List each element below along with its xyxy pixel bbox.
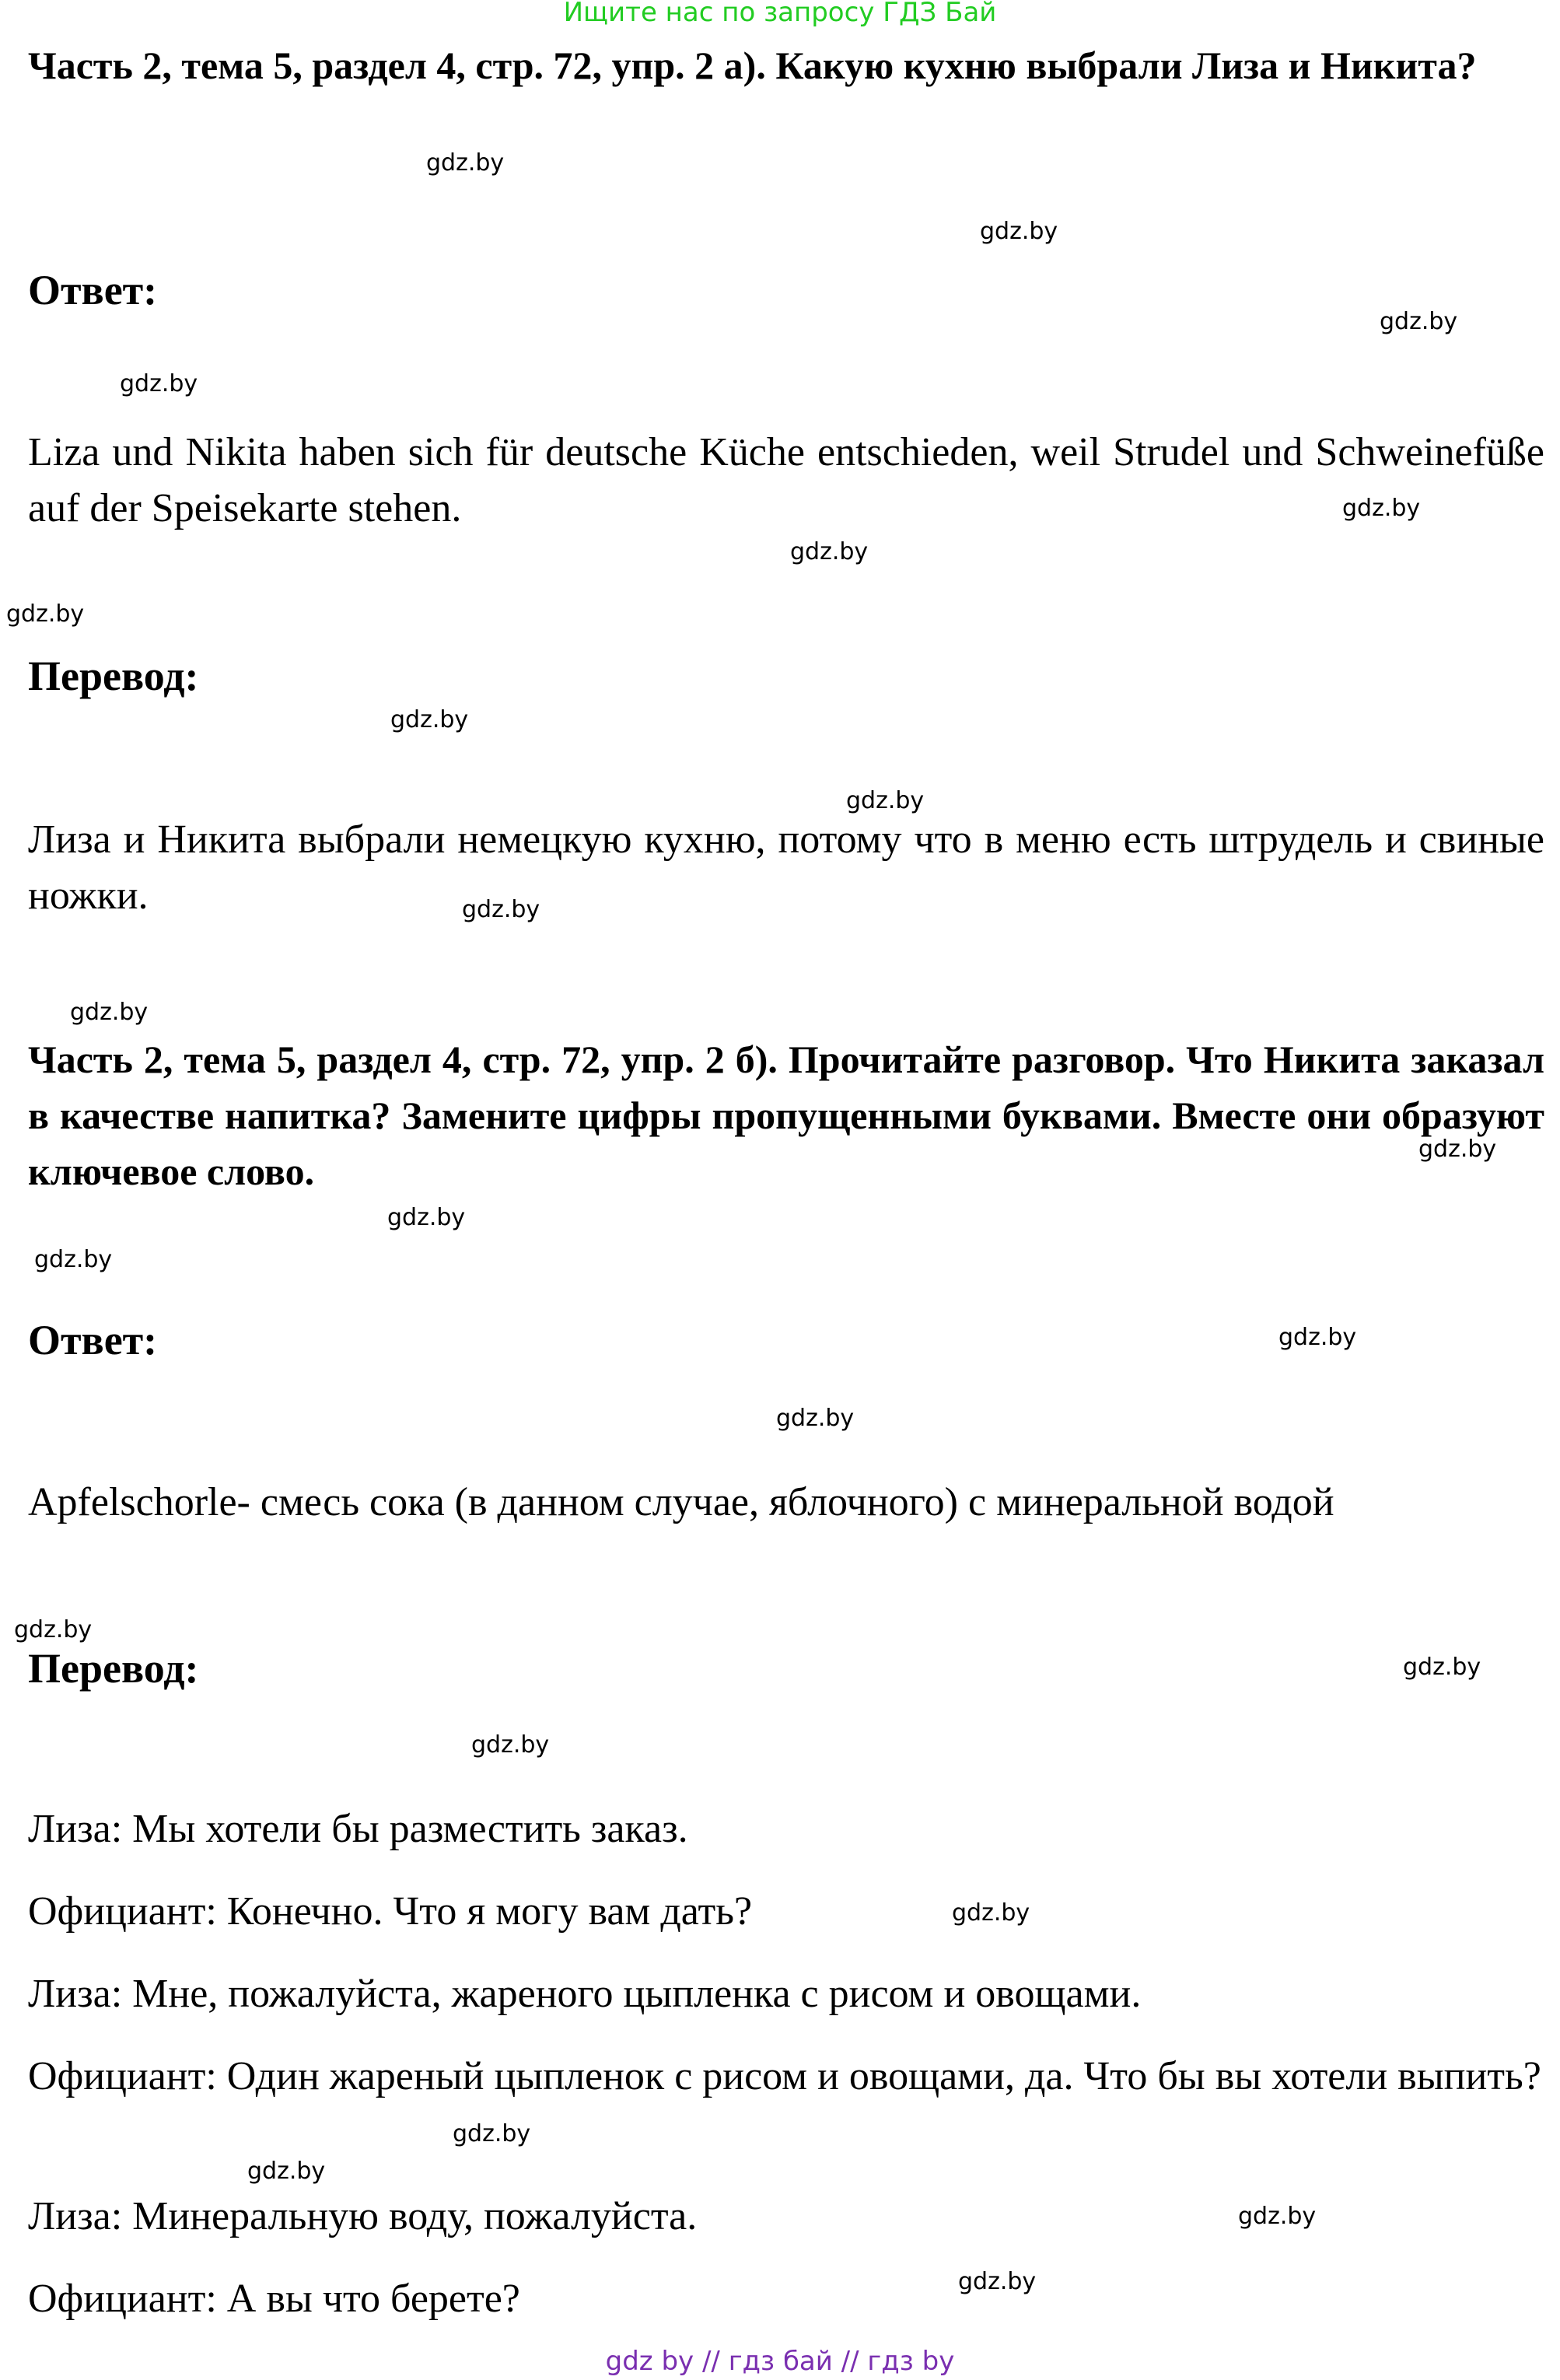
watermark: gdz.by <box>462 896 540 923</box>
watermark: gdz.by <box>14 1616 93 1643</box>
watermark: gdz.by <box>1418 1136 1497 1163</box>
watermark: gdz.by <box>980 218 1058 245</box>
watermark: gdz.by <box>453 2120 531 2147</box>
dialogue-line: Лиза: Мы хотели бы разместить заказ. <box>28 1807 688 1851</box>
dialogue-line: Официант: Один жареный цыпленок с рисом и овощами, да. Что бы вы хотели выпить? <box>28 2054 1541 2098</box>
watermark: gdz.by <box>846 787 925 814</box>
watermark: gdz.by <box>776 1405 855 1432</box>
answer-text-b: Apfelschorle- смесь сока (в данном случае, яблочного) с минеральной водой <box>28 1480 1334 1524</box>
watermark: gdz.by <box>958 2268 1037 2295</box>
translation-label-a: Перевод: <box>28 653 199 699</box>
watermark: gdz.by <box>1342 495 1421 522</box>
header-banner[interactable]: Ищите нас по запросу ГДЗ Бай <box>563 0 997 28</box>
watermark: gdz.by <box>34 1246 113 1273</box>
translation-label-b: Перевод: <box>28 1645 199 1692</box>
watermark: gdz.by <box>1238 2203 1317 2230</box>
dialogue-line: Лиза: Минеральную воду, пожалуйста. <box>28 2194 698 2238</box>
answer-text-a: Liza und Nikita haben sich für deutsche Küche entschieden, weil Strudel und Schweinefüße auf der Speisekarte stehen. <box>28 430 1544 530</box>
translation-text-a: Лиза и Никита выбрали немецкую кухню, потому что в меню есть штрудель и свиные ножки. <box>28 817 1544 918</box>
watermark: gdz.by <box>1380 308 1458 335</box>
watermark: gdz.by <box>1403 1654 1481 1681</box>
answer-label-b: Ответ: <box>28 1317 158 1363</box>
question-b: Часть 2, тема 5, раздел 4, стр. 72, упр. 2 б). Прочитайте разговор. Что Никита заказал в качестве напитка? Замените цифры пропущенными буквами. Вместе они образуют ключевое слово. <box>28 1038 1544 1193</box>
watermark: gdz.by <box>120 370 198 397</box>
question-a: Часть 2, тема 5, раздел 4, стр. 72, упр. 2 а). Какую кухню выбрали Лиза и Никита? <box>28 44 1477 87</box>
watermark: gdz.by <box>952 1899 1030 1927</box>
watermark: gdz.by <box>426 149 505 177</box>
watermark: gdz.by <box>6 600 85 628</box>
watermark: gdz.by <box>390 706 469 733</box>
dialogue-line: Лиза: Мне, пожалуйста, жареного цыпленка с рисом и овощами. <box>28 1972 1142 2016</box>
watermark: gdz.by <box>471 1731 550 1759</box>
dialogue-line: Официант: Конечно. Что я могу вам дать? <box>28 1889 753 1934</box>
answer-label-a: Ответ: <box>28 267 158 313</box>
footer-banner[interactable]: gdz by // гдз бай // гдз by <box>605 2346 955 2377</box>
watermark: gdz.by <box>387 1204 466 1231</box>
watermark: gdz.by <box>790 538 869 565</box>
watermark: gdz.by <box>1278 1324 1357 1351</box>
watermark: gdz.by <box>70 999 149 1026</box>
dialogue-line: Официант: А вы что берете? <box>28 2277 520 2321</box>
watermark: gdz.by <box>247 2158 326 2185</box>
